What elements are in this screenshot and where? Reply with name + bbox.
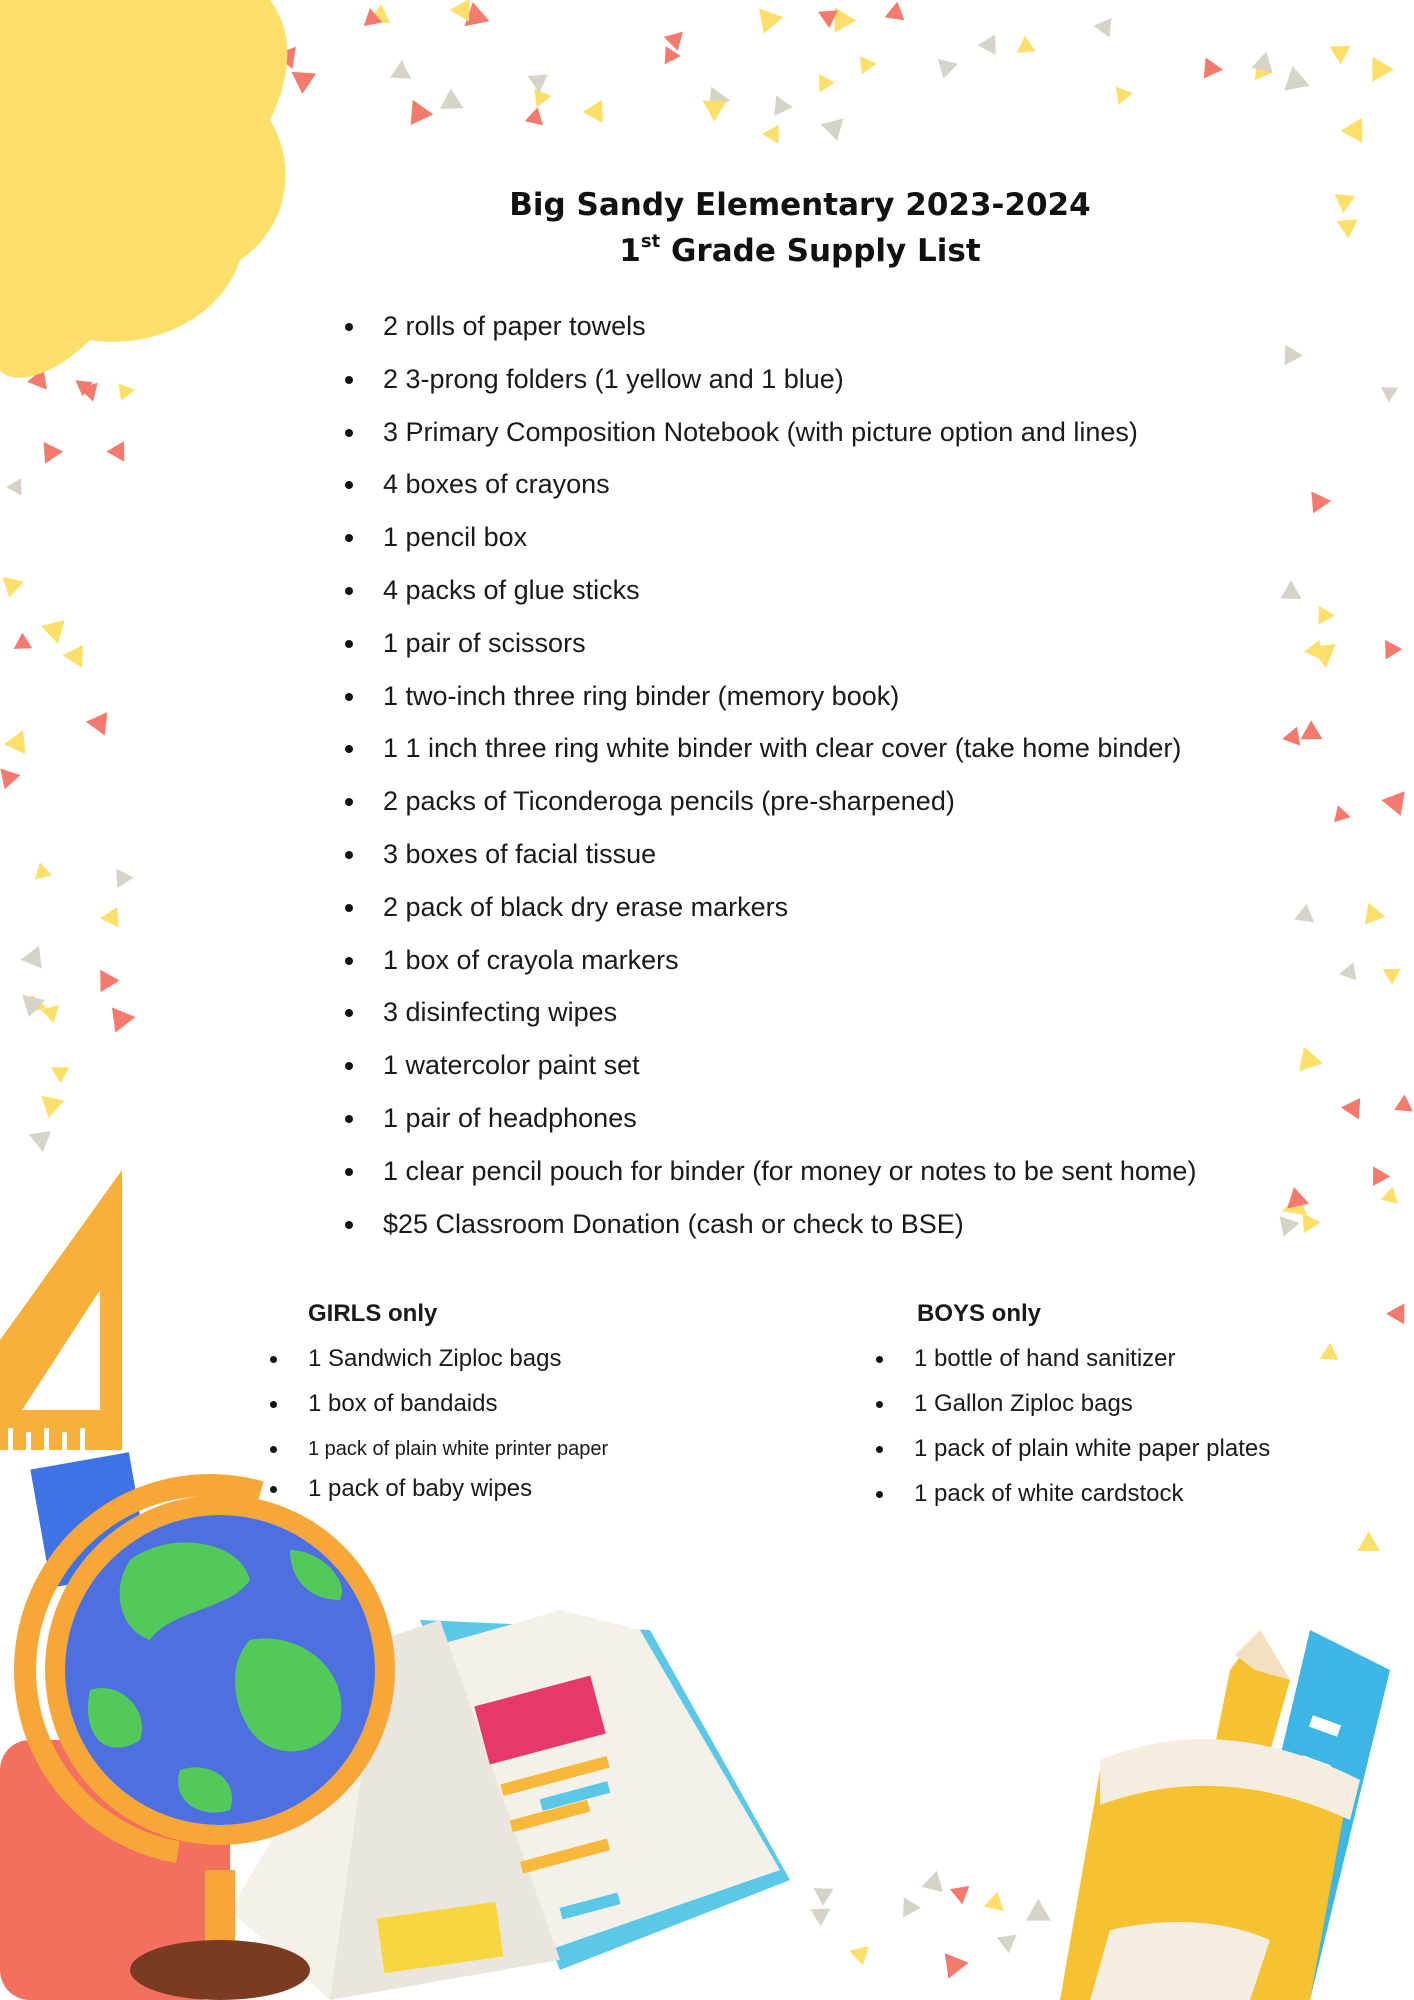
page-subtitle: 1st Grade Supply List <box>619 231 981 269</box>
confetti-triangle <box>1276 340 1303 365</box>
confetti-triangle <box>1320 1343 1344 1368</box>
confetti-triangle <box>51 1067 70 1083</box>
confetti-triangle <box>1204 57 1224 80</box>
confetti-triangle <box>1386 1298 1413 1324</box>
confetti-triangle <box>1015 35 1035 53</box>
list-item: 2 rolls of paper towels <box>345 306 1196 359</box>
list-item: 1 Sandwich Ziploc bags <box>270 1344 608 1389</box>
confetti-triangle <box>411 100 435 127</box>
confetti-triangle <box>846 1941 868 1965</box>
confetti-triangle <box>1092 16 1111 37</box>
girls-list <box>270 1344 608 1519</box>
list-item: 1 watercolor paint set <box>345 1045 1196 1098</box>
list-item: 1 bottle of hand sanitizer <box>876 1344 1270 1389</box>
confetti-triangle <box>1275 580 1301 607</box>
list-item: 3 disinfecting wipes <box>345 992 1196 1045</box>
confetti-triangle <box>4 725 34 754</box>
confetti-triangle <box>993 1928 1016 1953</box>
list-item: 1 pack of plain white printer paper <box>270 1434 608 1474</box>
pencil-cup-illustration <box>1060 1610 1414 2000</box>
list-item: 1 clear pencil pouch for binder (for money or notes to be sent home) <box>345 1151 1196 1204</box>
confetti-triangle <box>813 1888 834 1906</box>
globe-and-book-illustration <box>0 1440 800 2000</box>
confetti-triangle <box>63 639 93 668</box>
confetti-triangle <box>1390 1095 1413 1119</box>
confetti-triangle <box>1311 601 1335 624</box>
list-item: 3 boxes of facial tissue <box>345 834 1196 887</box>
confetti-triangle <box>525 105 547 125</box>
list-item: 2 pack of black dry erase markers <box>345 887 1196 940</box>
confetti-triangle <box>528 89 551 111</box>
confetti-triangle <box>1339 962 1363 986</box>
confetti-triangle <box>434 88 464 119</box>
list-item: 1 pack of white cardstock <box>876 1479 1270 1524</box>
confetti-triangle <box>1328 805 1351 828</box>
confetti-triangle <box>582 94 612 122</box>
confetti-triangle <box>1383 961 1406 985</box>
confetti-triangle <box>41 620 70 646</box>
confetti-triangle <box>116 868 134 888</box>
confetti-triangle <box>1381 791 1412 820</box>
confetti-triangle <box>1292 1043 1323 1072</box>
confetti-triangle <box>85 710 108 735</box>
list-item: 1 pair of headphones <box>345 1098 1196 1151</box>
confetti-triangle <box>885 2 911 29</box>
confetti-triangle <box>21 946 51 976</box>
confetti-triangle <box>1364 1166 1390 1191</box>
confetti-triangle <box>1301 720 1328 748</box>
list-item: 4 packs of glue sticks <box>345 570 1196 623</box>
confetti-triangle <box>805 1900 830 1926</box>
confetti-triangle <box>29 1122 58 1152</box>
confetti-triangle <box>935 1945 969 1978</box>
confetti-triangle <box>106 436 132 461</box>
confetti-triangle <box>950 1886 972 1906</box>
ruler-icon <box>0 1160 140 1460</box>
confetti-triangle <box>34 1087 65 1118</box>
confetti-triangle <box>1283 1185 1309 1209</box>
confetti-triangle <box>1294 902 1316 922</box>
confetti-triangle <box>112 1004 137 1032</box>
confetti-triangle <box>6 478 21 496</box>
list-item: 1 pair of scissors <box>345 623 1196 676</box>
girls-heading: GIRLS only <box>308 1300 438 1327</box>
list-item: 2 3-prong folders (1 yellow and 1 blue) <box>345 359 1196 412</box>
confetti-triangle <box>767 91 793 115</box>
list-item: 1 two-inch three ring binder (memory book) <box>345 676 1196 729</box>
confetti-triangle <box>29 862 53 886</box>
list-item: 1 1 inch three ring white binder with clear cover (take home binder) <box>345 728 1196 781</box>
confetti-triangle <box>981 1892 1004 1917</box>
confetti-triangle <box>702 100 727 121</box>
confetti-triangle <box>821 118 849 143</box>
confetti-triangle <box>1329 46 1351 65</box>
confetti-triangle <box>1361 57 1394 88</box>
supply-list <box>345 306 1196 1256</box>
confetti-triangle <box>44 441 64 464</box>
list-item: 2 packs of Ticonderoga pencils (pre-sharpened) <box>345 781 1196 834</box>
list-item: 1 pack of baby wipes <box>270 1474 608 1519</box>
confetti-triangle <box>14 633 37 657</box>
boys-list <box>876 1344 1270 1524</box>
list-item: 1 Gallon Ziploc bags <box>876 1389 1270 1434</box>
confetti-triangle <box>528 66 554 93</box>
confetti-triangle <box>918 1871 943 1898</box>
list-item: 1 box of crayola markers <box>345 940 1196 993</box>
confetti-triangle <box>751 8 783 38</box>
confetti-triangle <box>895 1893 921 1918</box>
list-item: 4 boxes of crayons <box>345 464 1196 517</box>
confetti-triangle <box>1341 1092 1369 1120</box>
confetti-triangle <box>1276 66 1310 100</box>
confetti-triangle <box>661 27 683 51</box>
confetti-triangle <box>1303 492 1331 518</box>
confetti-triangle <box>853 51 877 75</box>
list-item: 3 Primary Composition Notebook (with picture option and lines) <box>345 412 1196 465</box>
confetti-triangle <box>819 73 835 92</box>
confetti-triangle <box>1385 639 1403 659</box>
list-item: 1 pack of plain white paper plates <box>876 1434 1270 1479</box>
confetti-triangle <box>762 125 787 149</box>
confetti-triangle <box>1116 84 1135 105</box>
confetti-triangle <box>1376 380 1398 403</box>
confetti-triangle <box>0 769 20 793</box>
confetti-triangle <box>1340 118 1362 143</box>
list-item: $25 Classroom Donation (cash or check to BSE) <box>345 1204 1196 1257</box>
boys-heading: BOYS only <box>917 1300 1042 1327</box>
confetti-triangle <box>1357 1531 1385 1560</box>
confetti-triangle <box>390 59 412 78</box>
confetti-triangle <box>91 964 120 992</box>
confetti-triangle <box>1380 1187 1403 1211</box>
list-item: 1 pencil box <box>345 517 1196 570</box>
confetti-triangle <box>0 577 24 600</box>
list-item: 1 box of bandaids <box>270 1389 608 1434</box>
confetti-triangle <box>1020 1899 1051 1932</box>
confetti-triangle <box>933 59 957 81</box>
confetti-triangle <box>99 907 118 929</box>
confetti-triangle <box>1356 903 1385 932</box>
page-title: Big Sandy Elementary 2023-2024 <box>509 187 1091 223</box>
confetti-triangle <box>978 30 1004 55</box>
confetti-triangle <box>1273 1216 1299 1240</box>
